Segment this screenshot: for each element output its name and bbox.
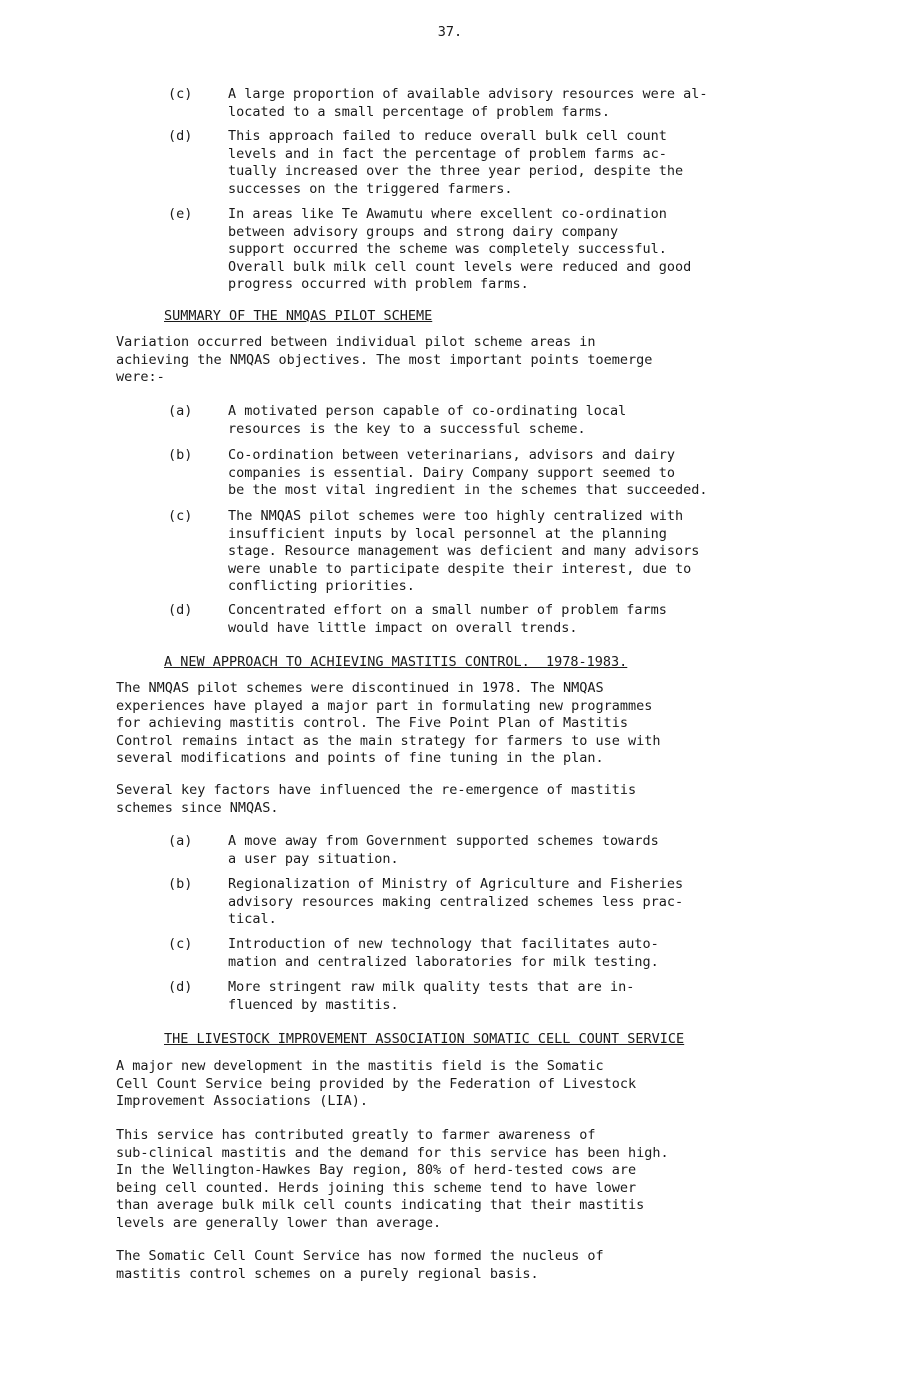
paragraph: Variation occurred between individual pilot scheme areas in achieving the NMQAS objectives. The most important points toemerge were:-	[116, 334, 653, 385]
item-text: A move away from Government supported schemes towards a user pay situation.	[228, 833, 659, 867]
page-number: 37.	[437, 24, 463, 40]
list-item	[168, 86, 708, 121]
list-item	[168, 508, 699, 596]
item-text: In areas like Te Awamutu where excellent co-ordination between advisory groups and strong dairy company support occurred the scheme was completely successful. Overall bulk milk cell count levels were reduced and good progress occurred with problem farms.	[228, 206, 692, 292]
list-item	[168, 403, 626, 438]
section-heading: SUMMARY OF THE NMQAS PILOT SCHEME	[164, 308, 433, 324]
item-label: (c)	[168, 86, 193, 102]
item-label: (d)	[168, 128, 193, 144]
item-text: Concentrated effort on a small number of problem farms would have little impact on overall trends.	[228, 602, 667, 636]
list-item	[168, 206, 691, 294]
item-label: (a)	[168, 833, 193, 849]
item-label: (b)	[168, 447, 193, 463]
item-label: (c)	[168, 508, 193, 524]
item-text: The NMQAS pilot schemes were too highly centralized with insufficient inputs by local personnel at the planning stage. Resource management was deficient and many advisors were unable to participate despite their interest, due to conflicting priorities.	[228, 508, 700, 594]
item-label: (a)	[168, 403, 193, 419]
paragraph: A major new development in the mastitis field is the Somatic Cell Count Service being provided by the Federation of Livestock Improvement Associations (LIA).	[116, 1058, 637, 1109]
paragraph: This service has contributed greatly to farmer awareness of sub-clinical mastitis and the demand for this service has been high. In the Wellington-Hawkes Bay region, 80% of herd-tested cows are being cell counted. Herds joining this scheme tend to have lower than average bulk milk cell counts indicating that their mastitis levels are generally lower than average.	[116, 1127, 669, 1231]
list-item	[168, 602, 667, 637]
item-text: More stringent raw milk quality tests that are in- fluenced by mastitis.	[228, 979, 635, 1013]
item-text: A large proportion of available advisory resources were al- located to a small percentage of problem farms.	[228, 86, 708, 120]
item-label: (b)	[168, 876, 193, 892]
item-label: (d)	[168, 979, 193, 995]
item-label: (d)	[168, 602, 193, 618]
item-label: (e)	[168, 206, 193, 222]
item-text: Introduction of new technology that facilitates auto- mation and centralized laboratories for milk testing.	[228, 936, 659, 970]
list-item	[168, 128, 683, 198]
list-item	[168, 936, 659, 971]
item-text: A motivated person capable of co-ordinating local resources is the key to a successful scheme.	[228, 403, 627, 437]
item-text: Regionalization of Ministry of Agriculture and Fisheries advisory resources making centralized schemes less prac- tical.	[228, 876, 684, 927]
paragraph: The Somatic Cell Count Service has now formed the nucleus of mastitis control schemes on a purely regional basis.	[116, 1248, 604, 1282]
section-heading: THE LIVESTOCK IMPROVEMENT ASSOCIATION SOMATIC CELL COUNT SERVICE	[164, 1031, 685, 1047]
list-item	[168, 447, 708, 500]
list-item	[168, 979, 634, 1014]
list-item	[168, 833, 659, 868]
paragraph: Several key factors have influenced the re-emergence of mastitis schemes since NMQAS.	[116, 782, 637, 816]
section-heading: A NEW APPROACH TO ACHIEVING MASTITIS CONTROL. 1978-1983.	[164, 654, 628, 670]
item-text: Co-ordination between veterinarians, advisors and dairy companies is essential. Dairy Company support seemed to be the most vital ingredient in the schemes that succeeded.	[228, 447, 708, 498]
item-text: This approach failed to reduce overall bulk cell count levels and in fact the percentage of problem farms ac- tually increased over the three year period, despite the successes on the triggered farmers.	[228, 128, 684, 197]
item-label: (c)	[168, 936, 193, 952]
paragraph: The NMQAS pilot schemes were discontinued in 1978. The NMQAS experiences have played a major part in formulating new programmes for achieving mastitis control. The Five Point Plan of Mastitis Control remains intact as the main strategy for farmers to use with several modifications and points of fine tuning in the plan.	[116, 680, 661, 766]
list-item	[168, 876, 683, 929]
